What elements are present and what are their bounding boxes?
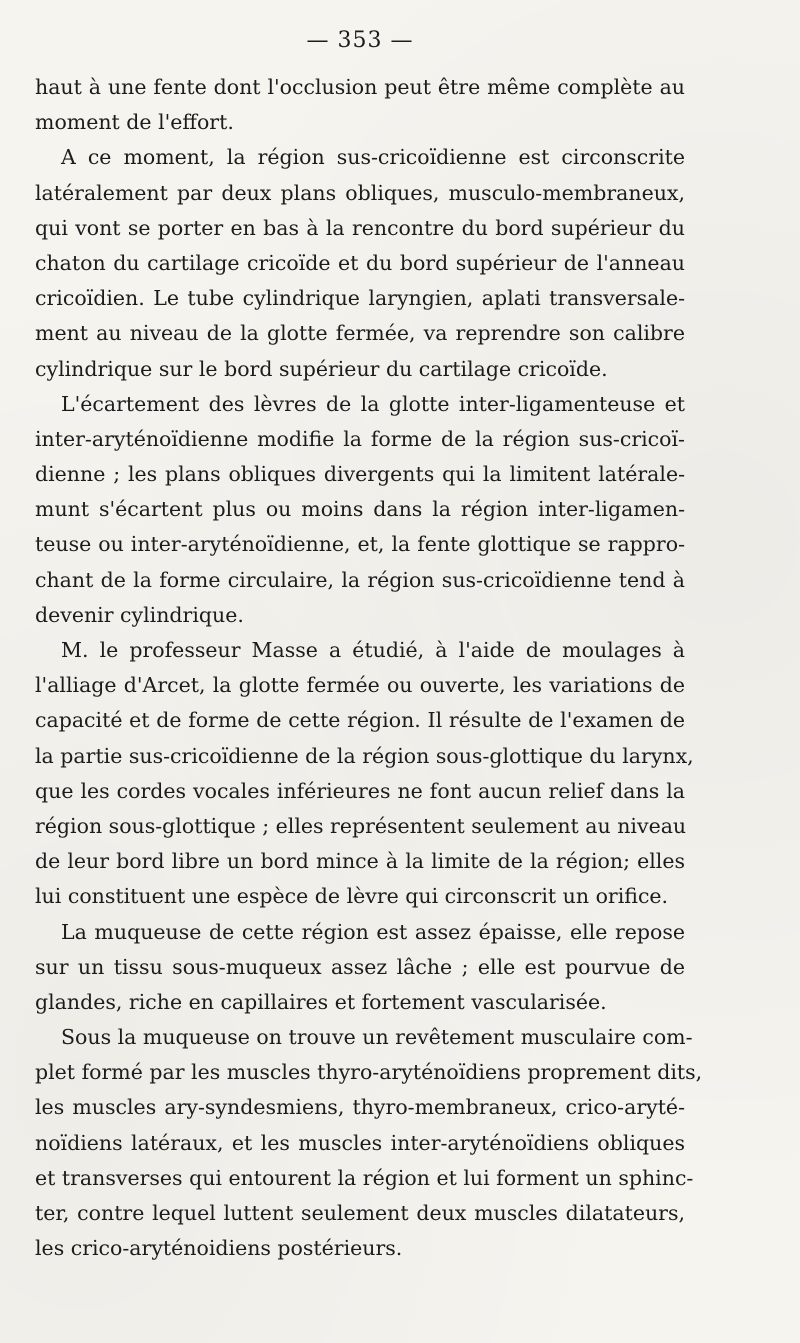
paragraph xyxy=(35,70,685,140)
text-line: teuse ou inter-aryténoïdienne, et, la fente glottique se rappro- xyxy=(35,532,685,557)
text-line: noïdiens latéraux, et les muscles inter-aryténoïdiens obliques xyxy=(35,1130,685,1155)
text-line: et transverses qui entourent la région et lui forment un sphinc- xyxy=(35,1165,694,1190)
text-line: moment de l'effort. xyxy=(35,110,234,135)
text-line: La muqueuse de cette région est assez épaisse, elle repose xyxy=(61,919,685,944)
text-line: L'écartement des lèvres de la glotte inter-ligamenteuse et xyxy=(61,391,685,416)
text-line: M. le professeur Masse a étudié, à l'aide de moulages à xyxy=(61,638,685,662)
text-line: chaton du cartilage cricoïde et du bord supérieur de l'anneau xyxy=(35,250,685,275)
text-line: capacité et de forme de cette région. Il résulte de l'examen de xyxy=(35,708,685,733)
paragraph xyxy=(35,387,685,633)
page-number: — 353 — xyxy=(306,28,414,53)
text-line: qui vont se porter en bas à la rencontre du bord supérieur du xyxy=(35,215,685,240)
text-line: munt s'écartent plus ou moins dans la région inter-ligamen- xyxy=(35,497,685,522)
text-line: A ce moment, la région sus-cricoïdienne est circonscrite xyxy=(61,145,685,170)
paragraph xyxy=(35,915,685,1021)
text-line: région sous-glottique ; elles représentent seulement au niveau xyxy=(35,813,687,838)
text-line: ment au niveau de la glotte fermée, va reprendre son calibre xyxy=(35,321,685,346)
text-line: haut à une fente dont l'occlusion peut être même complète au xyxy=(35,75,685,99)
paragraph xyxy=(35,633,694,915)
text-line: plet formé par les muscles thyro-aryténoïdiens proprement dits, xyxy=(35,1060,703,1085)
text-line: de leur bord libre un bord mince à la limite de la région; elles xyxy=(35,849,685,874)
text-line: les crico-aryténoidiens postérieurs. xyxy=(35,1236,403,1261)
text-line: que les cordes vocales inférieures ne font aucun relief dans la xyxy=(35,778,685,803)
text-line: cricoïdien. Le tube cylindrique laryngien, aplati transversale- xyxy=(35,286,685,311)
text-line: cylindrique sur le bord supérieur du cartilage cricoïde. xyxy=(35,356,608,381)
text-line: les muscles ary-syndesmiens, thyro-membraneux, crico-aryté- xyxy=(35,1095,685,1120)
text-line: lui constituent une espèce de lèvre qui circonscrit un orifice. xyxy=(35,884,669,909)
text-line: devenir cylindrique. xyxy=(35,602,244,627)
text-line: Sous la muqueuse on trouve un revêtement musculaire com- xyxy=(61,1025,693,1050)
paragraph xyxy=(35,140,685,386)
text-line: l'alliage d'Arcet, la glotte fermée ou ouverte, les variations de xyxy=(35,673,685,698)
text-line: latéralement par deux plans obliques, musculo-membraneux, xyxy=(35,180,685,205)
text-line: glandes, riche en capillaires et fortement vascularisée. xyxy=(35,989,607,1014)
paragraph xyxy=(35,1020,703,1266)
text-line: inter-aryténoïdienne modifie la forme de la région sus-cricoï- xyxy=(35,426,685,451)
text-line: dienne ; les plans obliques divergents qui la limitent latérale- xyxy=(35,462,685,487)
body-text xyxy=(35,70,703,1266)
text-line: chant de la forme circulaire, la région sus-cricoïdienne tend à xyxy=(35,567,685,592)
text-line: la partie sus-cricoïdienne de la région sous-glottique du larynx, xyxy=(35,743,694,768)
text-line: sur un tissu sous-muqueux assez lâche ; elle est pourvue de xyxy=(35,954,685,979)
text-line: ter, contre lequel luttent seulement deux muscles dilatateurs, xyxy=(35,1201,685,1225)
